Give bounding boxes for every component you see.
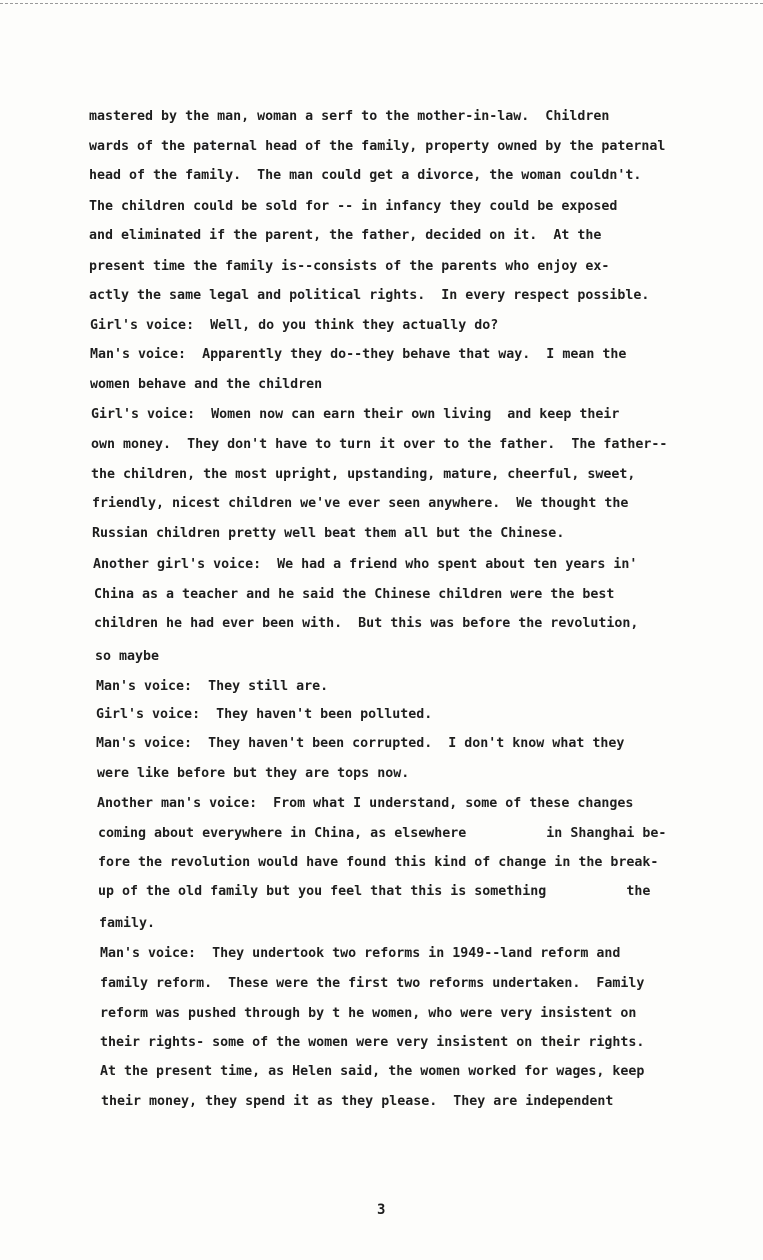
text-line: their rights- some of the women were very insistent on their rights. [100, 1035, 645, 1050]
text-line: wards of the paternal head of the family, property owned by the paternal [89, 139, 666, 154]
text-line: Man's voice: They undertook two reforms in 1949--land reform and [100, 946, 621, 961]
text-line: Girl's voice: They haven't been polluted. [96, 707, 433, 722]
text-line: the children, the most upright, upstanding, mature, cheerful, sweet, [91, 467, 636, 482]
text-line: Man's voice: They still are. [96, 679, 329, 694]
text-line: and eliminated if the parent, the father, decided on it. At the [89, 228, 602, 243]
text-line: own money. They don't have to turn it over to the father. The father-- [91, 437, 668, 452]
text-line: children he had ever been with. But this was before the revolution, [94, 616, 639, 631]
text-line: Man's voice: Apparently they do--they behave that way. I mean the [90, 347, 627, 362]
text-line: Russian children pretty well beat them all but the Chinese. [92, 526, 565, 541]
text-line: present time the family is--consists of the parents who enjoy ex- [89, 259, 610, 274]
text-line: Man's voice: They haven't been corrupted. I don't know what they [96, 736, 625, 751]
text-line: friendly, nicest children we've ever seen anywhere. We thought the [92, 496, 629, 511]
text-line: The children could be sold for -- in infancy they could be exposed [89, 199, 618, 214]
text-line: women behave and the children [90, 377, 323, 392]
text-line: family reform. These were the first two reforms undertaken. Family [100, 976, 645, 991]
text-line: Girl's voice: Well, do you think they actually do? [90, 318, 499, 333]
text-line: actly the same legal and political rights. In every respect possible. [89, 288, 650, 303]
text-line: Girl's voice: Women now can earn their own living and keep their [91, 407, 620, 422]
text-line: coming about everywhere in China, as elsewhere in Shanghai be- [98, 826, 667, 841]
text-line: Another girl's voice: We had a friend who spent about ten years in' [93, 557, 638, 572]
text-line: At the present time, as Helen said, the women worked for wages, keep [100, 1064, 645, 1079]
text-line: their money, they spend it as they please. They are independent [101, 1094, 614, 1109]
page-number: 3 [377, 1202, 386, 1218]
text-line: were like before but they are tops now. [97, 766, 410, 781]
text-line: Another man's voice: From what I understand, some of these changes [97, 796, 634, 811]
text-line: family. [99, 916, 156, 931]
text-line: fore the revolution would have found this kind of change in the break- [98, 855, 659, 870]
text-line: so maybe [95, 649, 160, 664]
text-line: up of the old family but you feel that this is something the [98, 884, 651, 899]
text-line: mastered by the man, woman a serf to the mother-in-law. Children [89, 109, 610, 124]
text-line: head of the family. The man could get a divorce, the woman couldn't. [89, 168, 642, 183]
text-line: China as a teacher and he said the Chinese children were the best [94, 587, 615, 602]
page-top-edge [0, 3, 763, 4]
text-line: reform was pushed through by t he women, who were very insistent on [100, 1006, 637, 1021]
